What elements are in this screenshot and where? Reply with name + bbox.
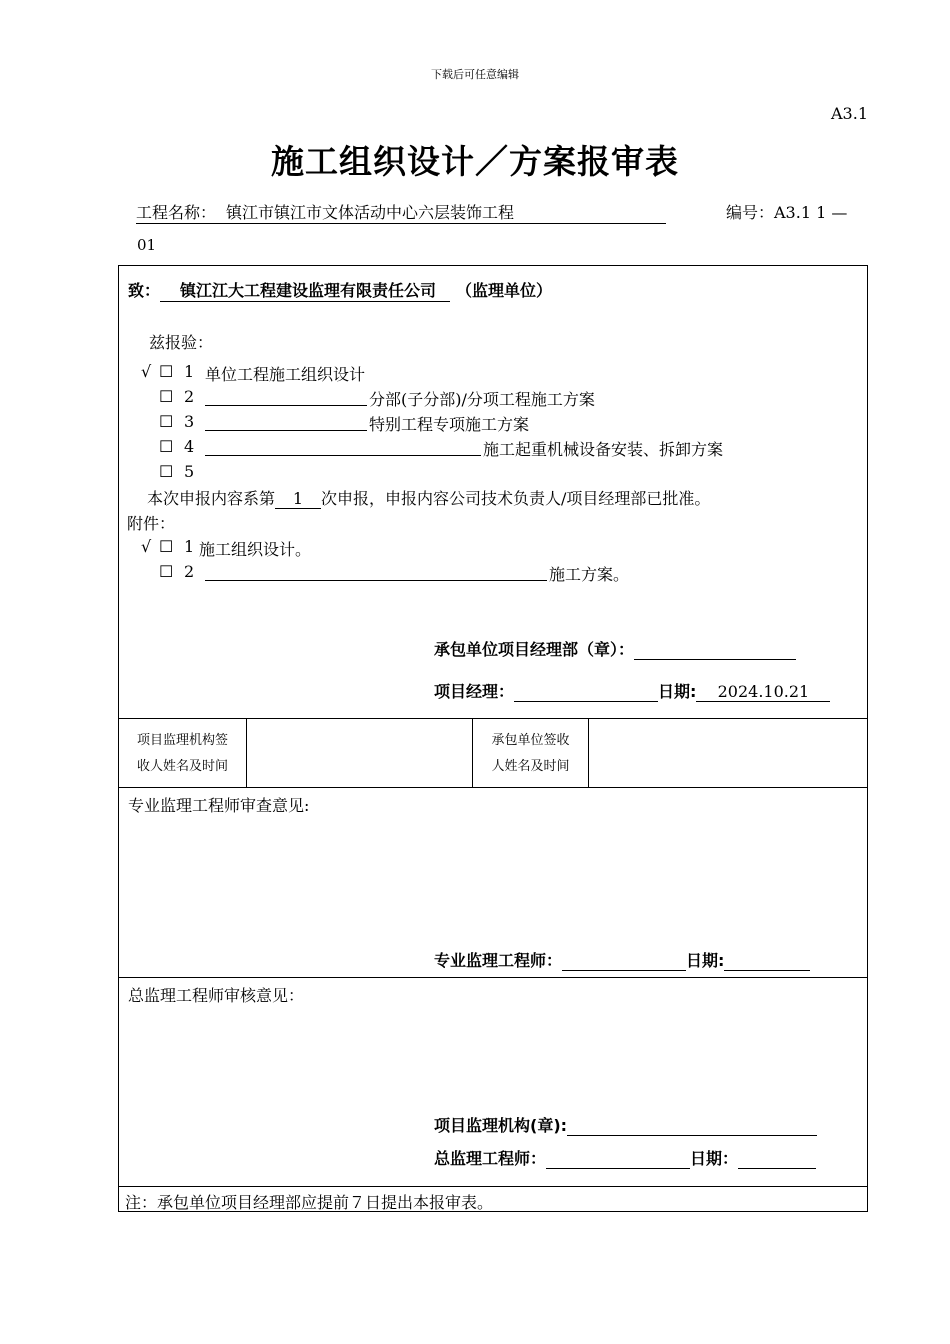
item-number: 3	[184, 412, 195, 431]
form-code: A3.1	[831, 104, 868, 123]
times-prefix: 本次申报内容系第	[147, 489, 276, 508]
chief-opinion-label: 总监理工程师审核意见：	[128, 986, 305, 1005]
manager-line	[434, 679, 830, 702]
form-number: 编号：A3.1 1 —	[726, 203, 848, 222]
dept-label: 承包单位项目经理部（章）：	[434, 640, 635, 659]
item-text: 施工组织设计。	[199, 540, 312, 559]
divider	[119, 718, 867, 719]
manager-label: 项目经理：	[434, 682, 515, 701]
chief-sign-blank[interactable]	[546, 1150, 690, 1169]
org-seal-blank[interactable]	[567, 1117, 817, 1136]
label-line: 承包单位签收	[491, 733, 570, 748]
divider	[119, 787, 867, 788]
dept-seal-line	[434, 637, 796, 660]
engineer-date-blank[interactable]	[724, 952, 810, 971]
engineer-date-label: 日期:	[686, 951, 725, 970]
chief-date-blank[interactable]	[738, 1150, 816, 1169]
item-blank[interactable]	[205, 562, 547, 581]
to-label: 致：	[128, 281, 161, 300]
item-blank[interactable]	[205, 437, 481, 456]
dept-seal-blank[interactable]	[634, 641, 796, 660]
checkbox[interactable]: ☐	[159, 412, 174, 431]
label-line: 收人姓名及时间	[136, 759, 228, 774]
engineer-sign-line	[434, 948, 810, 971]
label-line: 人姓名及时间	[491, 759, 570, 774]
divider	[246, 718, 247, 787]
item-number: 2	[184, 562, 195, 581]
divider	[119, 1186, 867, 1187]
to-suffix: （监理单位）	[456, 281, 553, 300]
org-seal-line	[434, 1113, 817, 1136]
engineer-sign-blank[interactable]	[562, 952, 686, 971]
report-intro: 兹报验：	[149, 333, 214, 352]
label-line: 项目监理机构签	[136, 733, 228, 748]
times-value: 1	[275, 489, 321, 509]
chief-sign-label: 总监理工程师：	[434, 1149, 547, 1168]
check-mark-icon: √	[141, 362, 152, 381]
supervisor-receipt-label	[119, 728, 246, 780]
item-number: 1	[184, 537, 195, 556]
item-number: 5	[184, 462, 195, 481]
project-label: 工程名称：	[136, 200, 216, 224]
item-number: 1	[184, 362, 195, 381]
item-number: 2	[184, 387, 195, 406]
org-label: 项目监理机构(章):	[434, 1116, 568, 1135]
checkbox[interactable]: ☐	[159, 437, 174, 456]
page-title: 施工组织设计／方案报审表	[271, 142, 679, 181]
item-text: 施工起重机械设备安装、拆卸方案	[483, 440, 724, 459]
manager-sign-blank[interactable]	[514, 683, 658, 702]
item-blank[interactable]	[205, 412, 367, 431]
item-text: 分部(子分部)/分项工程施工方案	[369, 390, 595, 409]
times-suffix: 次申报，申报内容公司技术负责人/项目经理部已批准。	[321, 489, 711, 508]
attach-label: 附件：	[127, 514, 176, 533]
checkbox[interactable]: ☐	[159, 537, 174, 556]
top-note: 下载后可任意编辑	[431, 68, 519, 81]
divider	[588, 718, 589, 787]
date-value: 2024.10.21	[696, 682, 830, 702]
item-blank[interactable]	[205, 387, 367, 406]
form-number-continued: 01	[137, 236, 157, 254]
engineer-sign-label: 专业监理工程师：	[434, 951, 563, 970]
date-label: 日期:	[658, 682, 697, 701]
form-table	[118, 265, 868, 1212]
to-line	[128, 278, 552, 302]
item-text: 特别工程专项施工方案	[369, 415, 530, 434]
item-text: 单位工程施工组织设计	[205, 365, 366, 384]
item-text: 施工方案。	[549, 565, 630, 584]
item-number: 4	[184, 437, 195, 456]
checkbox[interactable]: ☐	[159, 362, 174, 381]
checkbox[interactable]: ☐	[159, 562, 174, 581]
check-mark-icon: √	[141, 537, 152, 556]
project-line	[136, 200, 868, 224]
checkbox[interactable]: ☐	[159, 462, 174, 481]
divider	[119, 977, 867, 978]
supervisor-company: 镇江江大工程建设监理有限责任公司	[160, 278, 450, 302]
report-times	[147, 486, 710, 509]
chief-sign-line	[434, 1146, 816, 1169]
contractor-receipt-label	[473, 728, 588, 780]
chief-date-label: 日期：	[690, 1149, 739, 1168]
checkbox[interactable]: ☐	[159, 387, 174, 406]
engineer-opinion-label: 专业监理工程师审查意见:	[128, 796, 310, 815]
project-name: 镇江市镇江市文体活动中心六层装饰工程	[216, 200, 666, 224]
footer-note: 注：承包单位项目经理部应提前７日提出本报审表。	[125, 1193, 494, 1212]
